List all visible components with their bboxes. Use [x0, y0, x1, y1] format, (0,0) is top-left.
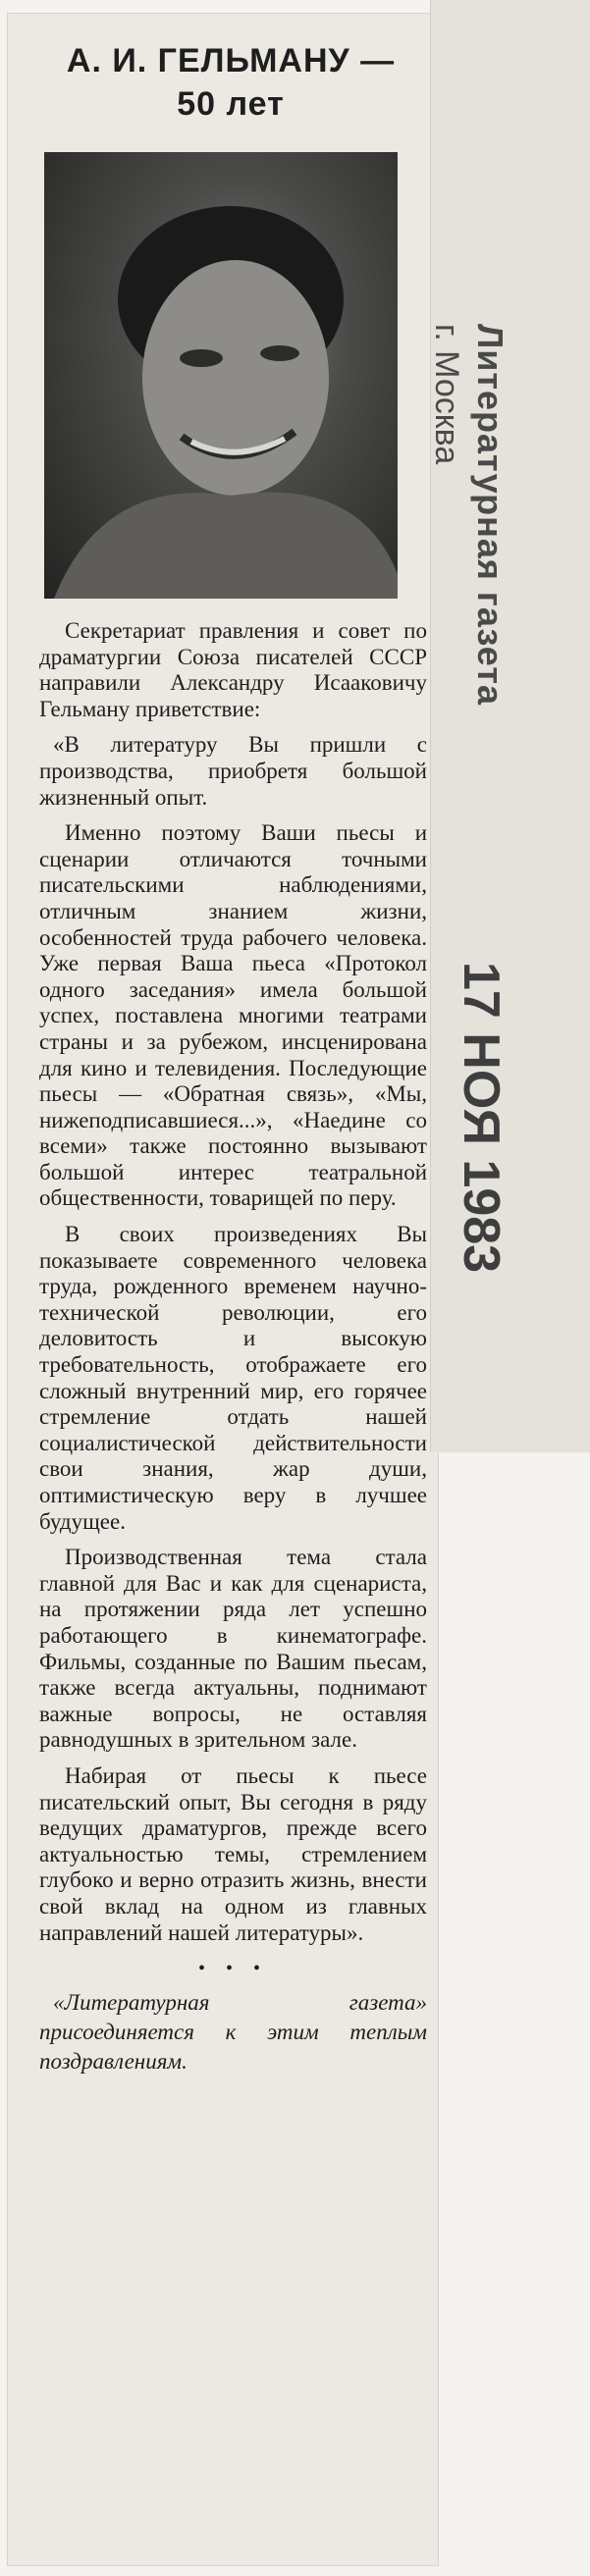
title-line-2: 50 лет — [177, 85, 285, 123]
stamp-date: 17 НОЯ 1983 — [453, 962, 510, 1274]
portrait-illustration — [44, 152, 398, 599]
title-line-1: А. И. ГЕЛЬМАНУ — — [66, 42, 396, 79]
paragraph: Именно поэтому Ваши пьесы и сценарии отличаются точными писательскими наблюдениями, отличным знанием жизни, особенностей труда рабочего человека. Уже первая Ваша пьеса «Протокол одного заседания» имела большой успех, поставлена многими театрами страны и за рубежом, инсценирована для кино и телевидения. Последующие пьесы — «Обратная связь», «Мы, нижеподписавшиеся...», «Наедине со всеми» также постоянно вызывают большой интерес театральной общественности, товарищей по перу. — [39, 820, 427, 1211]
separator: • • • — [197, 1958, 268, 1980]
article-title — [29, 39, 432, 126]
stamp-city: г. Москва — [428, 324, 465, 465]
stamp-newspaper-name: Литературная газета — [470, 324, 510, 706]
paragraph: Набирая от пьесы к пьесе писательский опыт, Вы сегодня в ряду ведущих драматургов, прежде всего актуальностью темы, стремлением глубоко и верно отразить жизнь, внести свой вклад на одном из главных направлений нашей литературы». — [39, 1762, 427, 1945]
portrait-photo — [44, 152, 398, 599]
paragraph: Производственная тема стала главной для Вас и как для сценариста, на протяжении ряда лет успешно работающего в кинематографе. Фильмы, созданные по Вашим пьесам, также всегда актуальны, поднимают важные вопросы, не оставляя равнодушных в зрительном зале. — [39, 1545, 427, 1753]
paragraph: Секретариат правления и совет по драматургии Союза писателей СССР направили Александру Исааковичу Гельману приветствие: — [39, 618, 427, 721]
closing-note: «Литературная газета» присоединяется к этим теплым поздравлениям. — [39, 1989, 427, 2074]
paragraph: «В литературу Вы пришли с производства, приобретя большой жизненный опыт. — [39, 732, 427, 810]
paragraph: В своих произведениях Вы показываете современного человека труда, рожденного временем научно-технической революции, его деловитость и высокую требовательность, отображаете его сложный внутренний мир, его горячее стремление отдать нашей социалистической действительности свои знания, жар души, оптимистическую веру в лучшее будущее. — [39, 1222, 427, 1534]
newspaper-stamp — [427, 324, 510, 706]
article-body — [39, 618, 427, 2077]
